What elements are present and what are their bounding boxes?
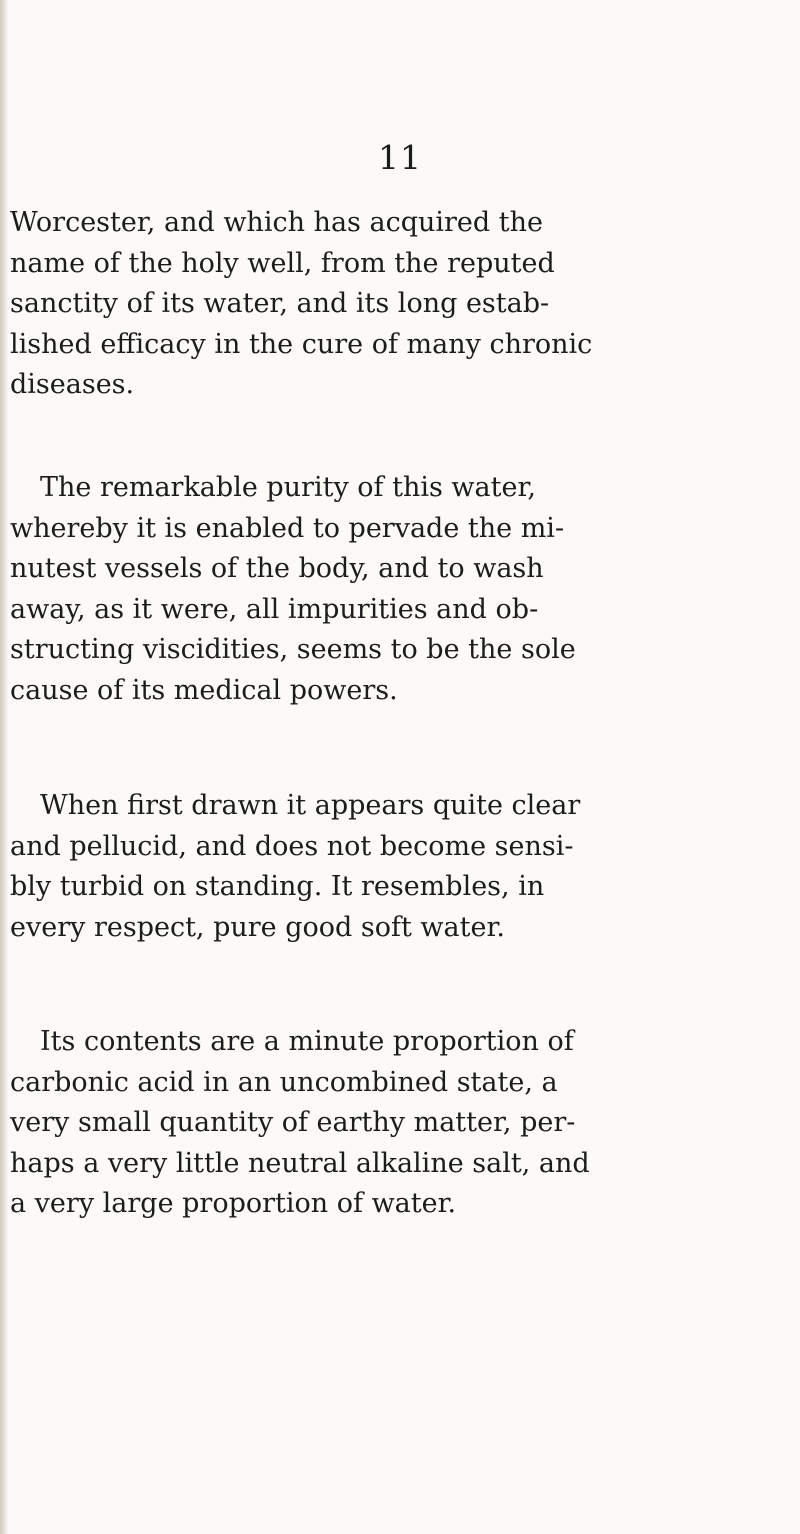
text-line: every respect, pure good soft water. [10,911,505,943]
text-line: Its contents are a minute proportion of [40,1026,574,1057]
text-line: away, as it were, all impurities and ob- [10,593,539,625]
text-line: Worcester, and which has acquired the [10,207,543,238]
text-line: diseases. [10,369,135,400]
paragraph-appearance [10,786,665,948]
text-line: sanctity of its water, and its long estab- [10,288,550,319]
paragraph-contents [10,1022,665,1225]
text-line: whereby it is enabled to pervade the mi- [10,512,565,544]
text-line: a very large proportion of water. [10,1188,457,1219]
text-line: name of the holy well, from the reputed [10,247,555,279]
text-line: nutest vessels of the body, and to wash [10,553,544,584]
text-line: haps a very little neutral alkaline salt, and [10,1147,590,1179]
text-line: When first drawn it appears quite clear [40,790,581,821]
text-line: lished efficacy in the cure of many chronic [10,328,593,360]
paragraph-holy-well [10,203,665,406]
text-line: very small quantity of earthy matter, per- [10,1107,576,1138]
paragraph-purity [10,468,665,711]
text-line: cause of its medical powers. [10,674,398,706]
text-line: carbonic acid in an uncombined state, a [10,1066,558,1098]
text-line: bly turbid on standing. It resembles, in [10,871,545,902]
text-line: structing viscidities, seems to be the sole [10,634,576,665]
text-line: The remarkable purity of this water, [40,472,536,503]
page-number: 11 [378,138,422,177]
page-binding-edge [0,0,8,1534]
text-line: and pellucid, and does not become sensi- [10,830,574,862]
